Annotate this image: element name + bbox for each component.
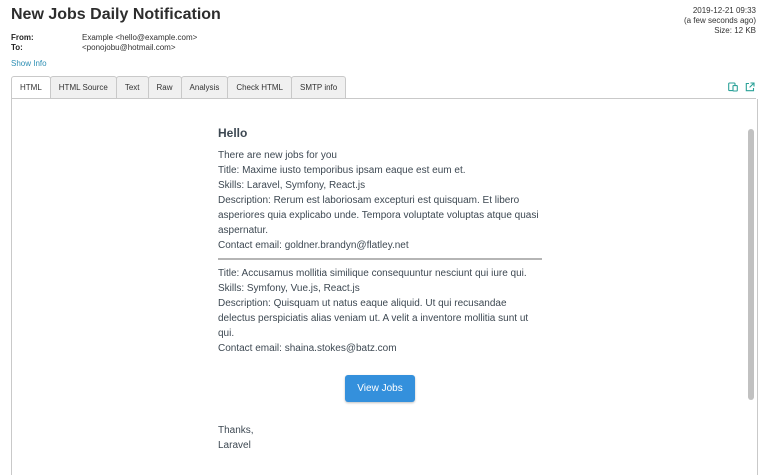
from-label: From:: [11, 33, 34, 42]
tab-html[interactable]: HTML: [11, 76, 51, 99]
tab-toolbar: [728, 82, 755, 92]
tab-analysis[interactable]: Analysis: [181, 76, 229, 98]
job-description: Description: Quisquam ut natus eaque aliquid. Ut qui recusandae delectus perspiciatis alias veniam ut. A velit a inventore mollitia sunt ut qui.: [218, 298, 529, 339]
signature-text: Laravel: [218, 440, 251, 451]
tab-raw[interactable]: Raw: [148, 76, 182, 98]
button-row: [218, 375, 542, 402]
tab-check-html[interactable]: Check HTML: [227, 76, 292, 98]
device-preview-icon[interactable]: [728, 82, 738, 92]
greeting-heading: Hello: [218, 126, 248, 140]
job-title: Title: Maxime iusto temporibus ipsam eaque est eum et.: [218, 165, 466, 176]
to-label: To:: [11, 43, 23, 52]
job-description: Description: Rerum est laboriosam excepturi est quisquam. Et libero asperiores quia explicabo unde. Tempora voluptate voluptas atque quasi aspernatur.: [218, 195, 539, 236]
job-skills: Skills: Symfony, Vue.js, React.js: [218, 283, 360, 294]
tab-html-source[interactable]: HTML Source: [50, 76, 117, 98]
job-contact: Contact email: goldner.brandyn@flatley.net: [218, 240, 409, 251]
email-preview-frame: [11, 99, 758, 475]
tab-text[interactable]: Text: [116, 76, 149, 98]
view-jobs-button[interactable]: View Jobs: [345, 375, 414, 402]
tab-smtp-info[interactable]: SMTP info: [291, 76, 346, 98]
job-contact: Contact email: shaina.stokes@batz.com: [218, 343, 397, 354]
email-relative-time: (a few seconds ago): [683, 16, 756, 25]
email-subject: New Jobs Daily Notification: [11, 6, 221, 23]
from-value: Example <hello@example.com>: [82, 33, 198, 42]
email-body: [218, 125, 542, 453]
email-meta: [684, 6, 756, 36]
job-divider: [218, 258, 542, 260]
job-skills: Skills: Laravel, Symfony, React.js: [218, 180, 366, 191]
scrollbar[interactable]: [747, 102, 755, 472]
signoff-text: Thanks,: [218, 425, 254, 436]
email-date: 2019-12-21 09:33: [692, 6, 756, 15]
intro-text: There are new jobs for you: [218, 150, 337, 161]
job-title: Title: Accusamus mollitia similique consequuntur nesciunt qui iure qui.: [218, 268, 527, 279]
view-tabs: [11, 76, 345, 98]
scrollbar-thumb[interactable]: [748, 129, 754, 400]
show-info-link[interactable]: Show Info: [11, 59, 47, 68]
to-value: <ponojobu@hotmail.com>: [82, 43, 176, 52]
email-size: Size: 12 KB: [714, 26, 756, 35]
external-link-icon[interactable]: [745, 82, 755, 92]
